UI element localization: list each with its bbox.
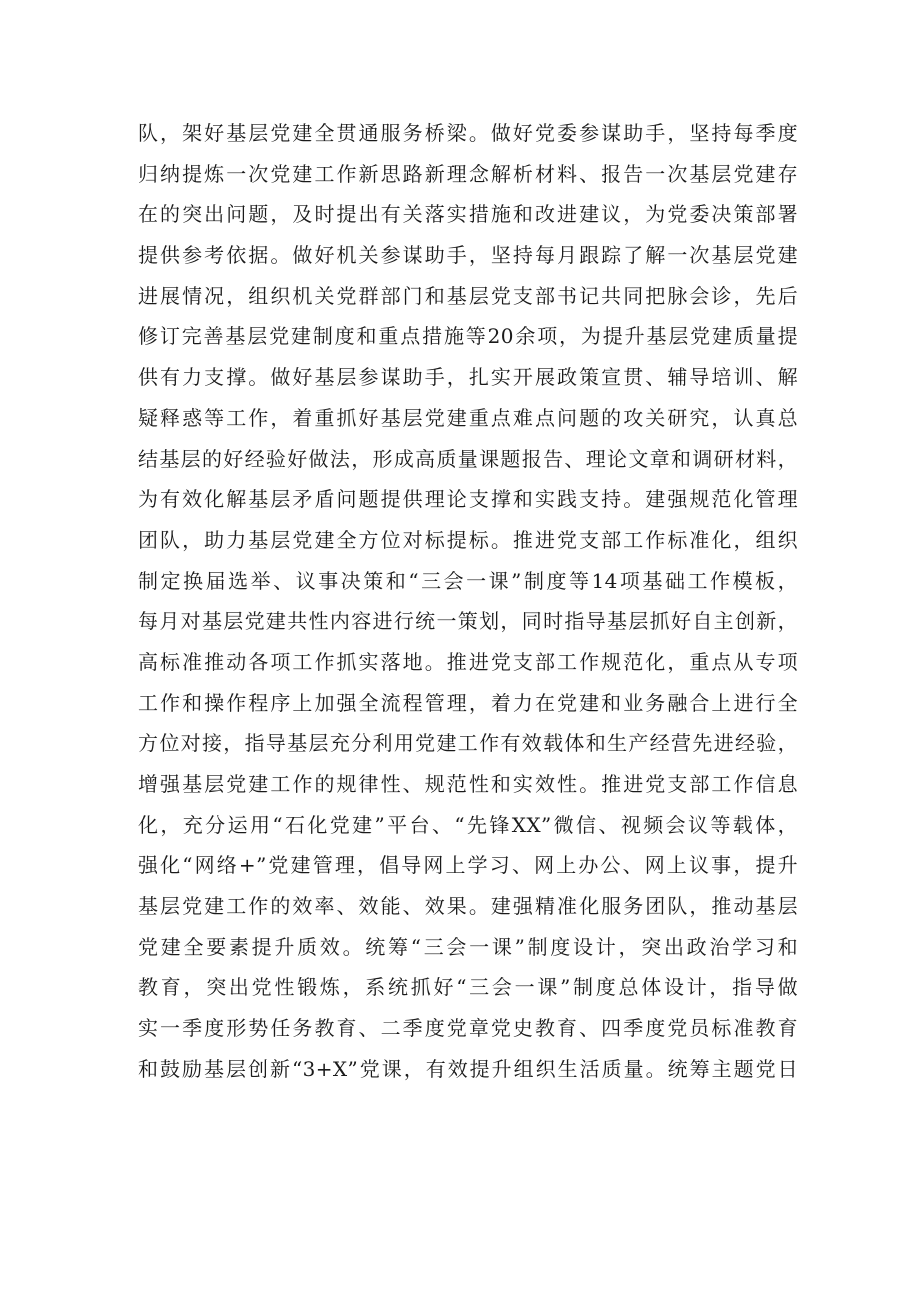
text-line: 团队，助力基层党建全方位对标提标。推进党支部工作标准化，组织 — [138, 527, 798, 552]
text-line: 每月对基层党建共性内容进行统一策划，同时指导基层抓好自主创新， — [138, 609, 798, 634]
text-line: 供有力支撑。做好基层参谋助手，扎实开展政策宣贯、辅导培训、解 — [138, 365, 798, 390]
text-line: 教育，突出党性锻炼，系统抓好“三会一课”制度总体设计，指导做 — [138, 975, 798, 1000]
text-line: 高标准推动各项工作抓实落地。推进党支部工作规范化，重点从专项 — [138, 649, 798, 674]
text-line: 进展情况，组织机关党群部门和基层党支部书记共同把脉会诊，先后 — [138, 283, 798, 308]
text-line: 提供参考依据。做好机关参谋助手，坚持每月跟踪了解一次基层党建 — [138, 243, 798, 268]
text-line: 修订完善基层党建制度和重点措施等20余项，为提升基层党建质量提 — [138, 324, 798, 349]
text-line: 强化“网络+”党建管理，倡导网上学习、网上办公、网上议事，提升 — [138, 853, 798, 878]
text-line: 制定换届选举、议事决策和“三会一课”制度等14项基础工作模板， — [138, 568, 798, 593]
text-line: 为有效化解基层矛盾问题提供理论支撑和实践支持。建强规范化管理 — [138, 487, 798, 512]
text-line: 在的突出问题，及时提出有关落实措施和改进建议，为党委决策部署 — [138, 202, 798, 227]
text-line: 归纳提炼一次党建工作新思路新理念解析材料、报告一次基层党建存 — [138, 161, 798, 186]
text-line: 工作和操作程序上加强全流程管理，着力在党建和业务融合上进行全 — [138, 690, 798, 715]
text-line: 疑释惑等工作，着重抓好基层党建重点难点问题的攻关研究，认真总 — [138, 405, 798, 430]
text-line: 增强基层党建工作的规律性、规范性和实效性。推进党支部工作信息 — [138, 772, 798, 796]
text-line: 方位对接，指导基层充分利用党建工作有效载体和生产经营先进经验， — [138, 731, 798, 756]
text-line: 基层党建工作的效率、效能、效果。建强精准化服务团队，推动基层 — [138, 894, 798, 919]
text-line: 和鼓励基层创新“3+X”党课，有效提升组织生活质量。统筹主题党日 — [138, 1056, 798, 1081]
text-line: 化，充分运用“石化党建”平台、“先锋XX”微信、视频会议等载体， — [138, 812, 798, 837]
body-text — [138, 113, 798, 1090]
text-line: 实一季度形势任务教育、二季度党章党史教育、四季度党员标准教育 — [138, 1016, 798, 1041]
text-line: 队，架好基层党建全贯通服务桥梁。做好党委参谋助手，坚持每季度 — [138, 121, 798, 145]
text-line: 党建全要素提升质效。统筹“三会一课”制度设计，突出政治学习和 — [138, 934, 798, 959]
text-line: 结基层的好经验好做法，形成高质量课题报告、理论文章和调研材料， — [138, 446, 798, 471]
